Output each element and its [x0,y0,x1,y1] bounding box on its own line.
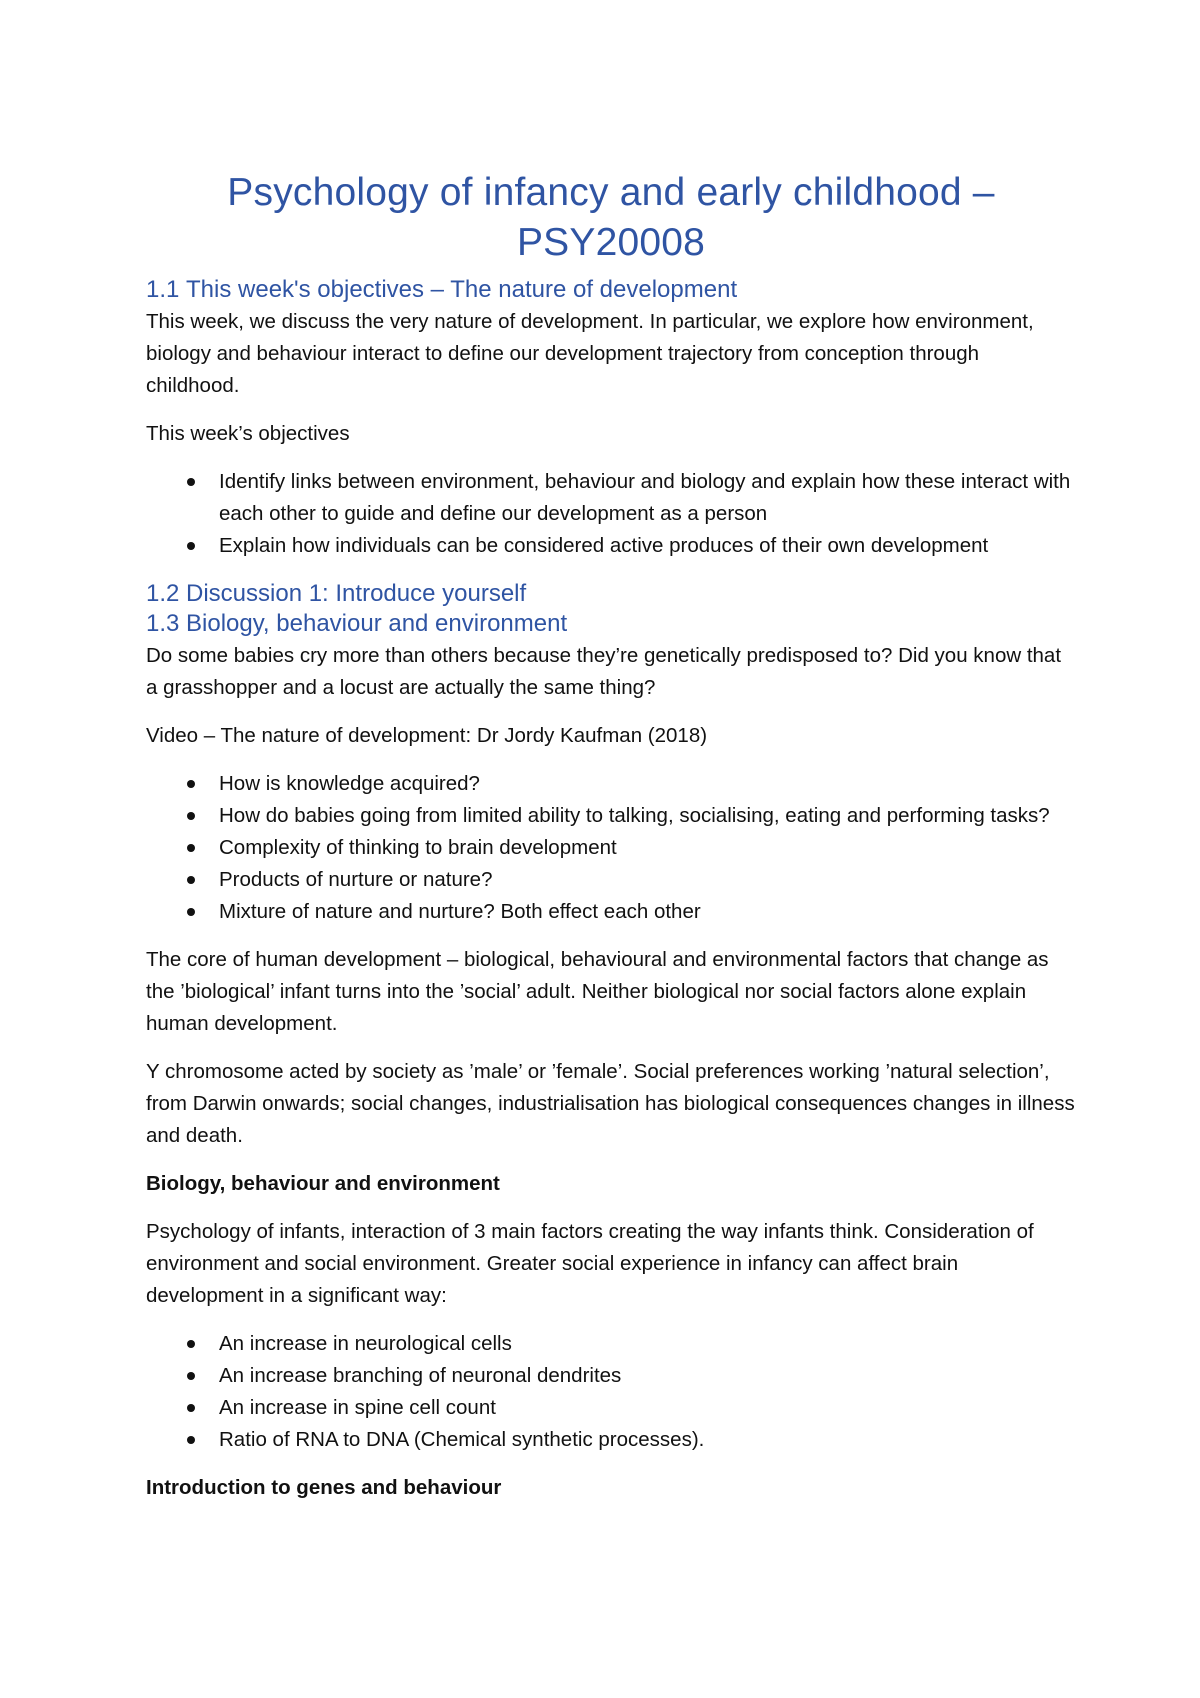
core-paragraph: The core of human development – biological, behavioural and environmental factors that change as the ’biological’ infant turns into the ’social’ adult. Neither biological nor social factors alone explain human development. [146,948,1049,1035]
heading-section-1-2 [146,578,1076,610]
list-item: How is knowledge acquired? [146,768,1076,800]
section-number: 1.2 [146,580,180,607]
list-item: Explain how individuals can be considered active produces of their own development [146,530,1076,562]
video-points-list [146,768,1076,928]
infants-paragraph: Psychology of infants, interaction of 3 main factors creating the way infants think. Consideration of environment and social environment. Greater social experience in infancy can affect brain development in a significant way: [146,1220,1034,1307]
section-heading-text: Discussion 1: Introduce yourself [186,580,527,607]
intro-paragraph: This week, we discuss the very nature of development. In particular, we explore how environment, biology and behaviour interact to define our development trajectory from conception through childhood. [146,310,1034,397]
page-title: Psychology of infancy and early childhood – PSY20008 [227,171,995,264]
document-body [146,168,1076,1520]
heading-section-1-3 [146,608,1076,640]
section-intro-paragraph: Do some babies cry more than others because they’re genetically predisposed to? Did you know that a grasshopper and a locust are actually the same thing? [146,644,1062,699]
section-number: 1.3 [146,610,180,637]
section-heading-text: This week's objectives – The nature of development [186,276,738,303]
heading-section-1-1 [146,274,1076,306]
brain-points-list [146,1328,1076,1456]
list-item: How do babies going from limited ability to talking, socialising, eating and performing tasks? [146,800,1076,832]
list-item: An increase branching of neuronal dendrites [146,1360,1076,1392]
list-item: Mixture of nature and nurture? Both effect each other [146,896,1076,928]
list-item: Products of nurture or nature? [146,864,1076,896]
list-item: Complexity of thinking to brain development [146,832,1076,864]
video-label: Video – The nature of development: Dr Jordy Kaufman (2018) [146,724,708,747]
section-number: 1.1 [146,276,180,303]
objectives-list [146,466,1076,562]
list-item: An increase in neurological cells [146,1328,1076,1360]
objectives-label: This week’s objectives [146,422,350,445]
section-heading-text: Biology, behaviour and environment [186,610,568,637]
list-item: Ratio of RNA to DNA (Chemical synthetic processes). [146,1424,1076,1456]
y-chromosome-paragraph: Y chromosome acted by society as ’male’ or ’female’. Social preferences working ’natural selection’, from Darwin onwards; social changes, industrialisation has biological consequences changes in illness and death. [146,1060,1075,1147]
subheading-biology: Biology, behaviour and environment [146,1172,500,1195]
subheading-genes: Introduction to genes and behaviour [146,1476,502,1499]
list-item: Identify links between environment, behaviour and biology and explain how these interact with each other to guide and define our development as a person [146,466,1076,530]
list-item: An increase in spine cell count [146,1392,1076,1424]
